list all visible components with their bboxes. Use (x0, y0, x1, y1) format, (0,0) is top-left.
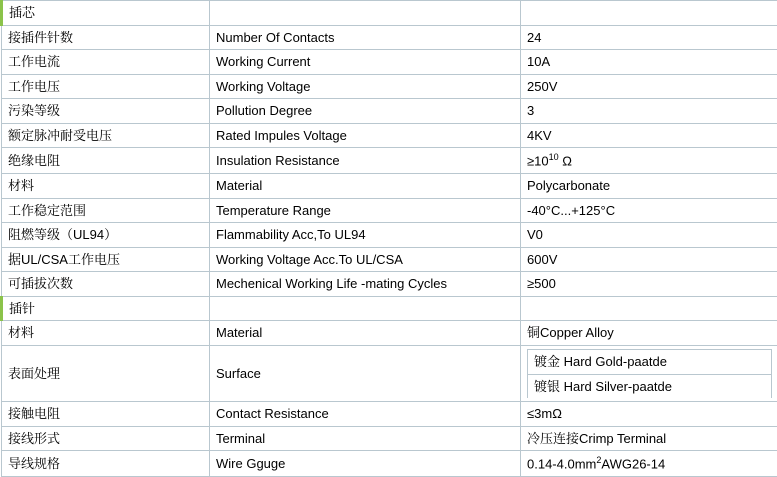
row-label-cn: 工作电压 (2, 74, 210, 99)
row-label-cn: 可插拔次数 (2, 272, 210, 297)
row-label-en: Rated Impules Voltage (210, 123, 521, 148)
value-prefix: 0.14-4.0mm (527, 457, 596, 472)
section-spacer-val (521, 296, 777, 321)
row-label-en: Surface (210, 345, 521, 401)
row-label-en: Pollution Degree (210, 99, 521, 124)
table-row (2, 123, 777, 148)
section-spacer-en (210, 1, 521, 26)
table-body (2, 1, 777, 477)
row-label-en: Flammability Acc,To UL94 (210, 223, 521, 248)
table-row (2, 345, 777, 401)
table-row (2, 99, 777, 124)
row-label-en: Material (210, 321, 521, 346)
row-label-cn: 接线形式 (2, 426, 210, 451)
row-label-cn: 导线规格 (2, 451, 210, 477)
row-value: -40°C...+125°C (521, 198, 777, 223)
sub-value: 镀银 Hard Silver-paatde (528, 374, 772, 398)
row-label-cn: 接触电阻 (2, 402, 210, 427)
surface-sub-table (527, 349, 772, 398)
value-exponent: 2 (596, 455, 601, 465)
row-label-cn: 额定脉冲耐受电压 (2, 123, 210, 148)
row-label-en: Mechenical Working Life -mating Cycles (210, 272, 521, 297)
row-label-en: Insulation Resistance (210, 148, 521, 174)
table-row (2, 50, 777, 75)
value-suffix: AWG26-14 (601, 457, 665, 472)
row-label-en: Working Voltage (210, 74, 521, 99)
row-value: 24 (521, 25, 777, 50)
table-row (2, 451, 777, 477)
row-value: Polycarbonate (521, 174, 777, 199)
table-row (2, 426, 777, 451)
table-row (2, 247, 777, 272)
row-value-multiline (521, 345, 777, 401)
row-label-en: Temperature Range (210, 198, 521, 223)
row-label-cn: 材料 (2, 174, 210, 199)
row-label-cn: 阻燃等级（UL94） (2, 223, 210, 248)
sub-value: 镀金 Hard Gold-paatde (528, 349, 772, 374)
table-row (2, 272, 777, 297)
row-value: ≥500 (521, 272, 777, 297)
row-value: 10A (521, 50, 777, 75)
row-value (521, 148, 777, 174)
section-title: 插针 (2, 296, 210, 321)
row-value: 250V (521, 74, 777, 99)
table-row (2, 223, 777, 248)
table-row (2, 174, 777, 199)
sub-row (528, 374, 772, 398)
row-label-en: Material (210, 174, 521, 199)
row-value: 600V (521, 247, 777, 272)
row-value: 4KV (521, 123, 777, 148)
table-row (2, 321, 777, 346)
row-value: 3 (521, 99, 777, 124)
row-label-cn: 接插件针数 (2, 25, 210, 50)
value-suffix: Ω (559, 154, 572, 169)
table-row (2, 198, 777, 223)
row-value (521, 451, 777, 477)
row-label-cn: 材料 (2, 321, 210, 346)
section-header-row (2, 296, 777, 321)
row-label-en: Wire Gguge (210, 451, 521, 477)
row-label-cn: 绝缘电阻 (2, 148, 210, 174)
sub-row (528, 349, 772, 374)
value-exponent: 10 (549, 152, 559, 162)
table-row (2, 25, 777, 50)
row-value: 冷压连接Crimp Terminal (521, 426, 777, 451)
row-label-cn: 污染等级 (2, 99, 210, 124)
row-value: 铜Copper Alloy (521, 321, 777, 346)
value-prefix: ≥10 (527, 154, 549, 169)
row-label-en: Contact Resistance (210, 402, 521, 427)
row-label-en: Working Current (210, 50, 521, 75)
row-label-cn: 工作稳定范围 (2, 198, 210, 223)
row-value: ≤3mΩ (521, 402, 777, 427)
section-spacer-en (210, 296, 521, 321)
table-row (2, 402, 777, 427)
table-row (2, 148, 777, 174)
row-value: V0 (521, 223, 777, 248)
section-header-row (2, 1, 777, 26)
row-label-en: Terminal (210, 426, 521, 451)
section-spacer-val (521, 1, 777, 26)
row-label-cn: 工作电流 (2, 50, 210, 75)
row-label-en: Working Voltage Acc.To UL/CSA (210, 247, 521, 272)
row-label-en: Number Of Contacts (210, 25, 521, 50)
row-label-cn: 据UL/CSA工作电压 (2, 247, 210, 272)
table-row (2, 74, 777, 99)
section-title: 插芯 (2, 1, 210, 26)
row-label-cn: 表面处理 (2, 345, 210, 401)
